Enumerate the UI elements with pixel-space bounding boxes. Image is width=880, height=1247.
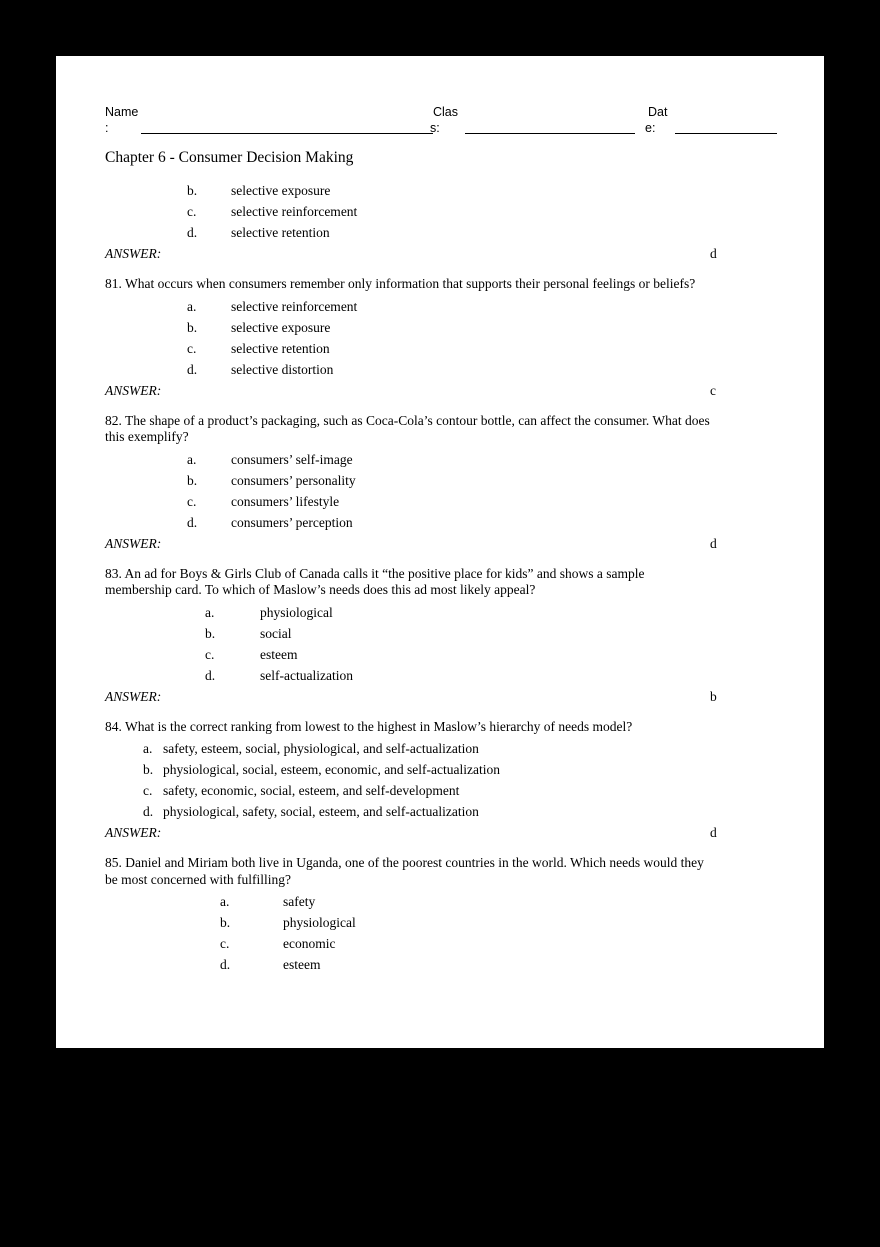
document-page [56,56,824,1048]
answer-row [105,822,777,843]
option-row [105,449,777,470]
option-letter: c. [187,204,197,219]
option-text: selective reinforcement [231,204,358,219]
option-text: physiological [260,604,333,620]
option-letter: d. [187,225,198,240]
option-text: consumers’ lifestyle [231,493,340,509]
option-row [105,912,777,933]
option-text: safety, esteem, social, physiological, and self-actualization [163,741,479,756]
question-text [105,276,777,293]
option-letter: d. [220,957,231,972]
option-row [105,470,777,491]
question-block-85 [105,855,777,975]
option-letter: c. [187,493,197,509]
option-row [105,317,777,338]
option-letter: a. [220,894,230,909]
question-block-83 [105,566,777,707]
option-text: physiological, safety, social, esteem, and self-actualization [163,804,479,819]
class-label: Clas [433,105,459,119]
option-text: selective exposure [231,319,331,335]
answer-row [105,243,777,264]
option-letter: b. [187,319,198,335]
option-text: consumers’ self-image [231,451,353,467]
option-row [105,780,777,801]
option-letter: b. [187,183,198,198]
option-row [105,512,777,533]
class-blank-line [465,133,635,134]
question-block-81 [105,276,777,401]
option-letter: c. [187,340,197,356]
answer-row [105,686,777,707]
answer-label: ANSWER: [105,535,162,551]
option-row [105,296,777,317]
option-letter: c. [143,783,153,798]
option-text: physiological, social, esteem, economic, and self-actualization [163,762,501,777]
option-row [105,338,777,359]
option-row [105,665,777,686]
question-line: 83. An ad for Boys & Girls Club of Canada calls it “the positive place for kids” and shows a sample [105,565,645,581]
date-blank-line [675,133,777,134]
answer-value: d [710,535,717,551]
option-text: physiological [283,915,356,930]
answer-value: c [710,382,716,398]
option-letter: d. [187,514,198,530]
question-text [105,566,777,599]
date-label: Dat [648,105,668,119]
option-letter: d. [143,804,154,819]
option-text: safety [283,894,316,909]
option-text: consumers’ perception [231,514,353,530]
option-text: selective reinforcement [231,298,358,314]
option-text: social [260,625,292,641]
option-letter: c. [220,936,230,951]
option-row [105,359,777,380]
option-letter: a. [205,604,215,620]
option-letter: b. [187,472,198,488]
option-row [105,738,777,759]
option-row [105,602,777,623]
class-label-colon: s: [430,121,440,135]
name-label: Name [105,105,139,119]
answer-label: ANSWER: [105,246,162,261]
option-text: safety, economic, social, esteem, and self-development [163,783,460,798]
date-label-colon: e: [645,121,656,135]
option-letter: a. [187,451,197,467]
option-letter: b. [205,625,216,641]
answer-row [105,380,777,401]
question-line: be most concerned with fulfilling? [105,871,291,887]
option-text: selective retention [231,225,330,240]
option-row [105,954,777,975]
question-block-84 [105,719,777,844]
option-letter: a. [187,298,197,314]
option-text: esteem [260,646,298,662]
option-row [105,201,777,222]
question-block-82 [105,413,777,554]
option-text: selective distortion [231,361,334,377]
answer-value: d [710,825,717,840]
question-line: 85. Daniel and Miriam both live in Uganda, one of the poorest countries in the world. Which needs would they [105,855,704,870]
answer-row [105,533,777,554]
option-letter: b. [143,762,154,777]
question-text [105,855,777,888]
option-row [105,491,777,512]
question-text [105,719,777,736]
question-line: membership card. To which of Maslow’s needs does this ad most likely appeal? [105,582,536,597]
option-letter: c. [205,646,215,662]
question-block-80 [105,180,777,264]
option-row [105,180,777,201]
question-text [105,413,777,446]
option-row [105,801,777,822]
option-row [105,891,777,912]
option-text: economic [283,936,336,951]
question-line: 82. The shape of a product’s packaging, such as Coca-Cola’s contour bottle, can affect the consumer. What does [105,412,710,428]
name-label-colon: : [105,121,109,135]
answer-label: ANSWER: [105,382,162,398]
question-line: 81. What occurs when consumers remember only information that supports their personal feelings or beliefs? [105,276,696,291]
option-text: consumers’ personality [231,472,356,488]
form-header [105,104,777,134]
answer-label: ANSWER: [105,825,162,840]
option-text: self-actualization [260,667,353,683]
option-row [105,759,777,780]
answer-value: b [710,688,717,704]
option-letter: d. [187,361,198,377]
option-row [105,222,777,243]
option-row [105,933,777,954]
answer-value: d [710,246,717,261]
question-line: this exemplify? [105,429,189,444]
page-title: Chapter 6 - Consumer Decision Making [105,149,354,166]
question-line: 84. What is the correct ranking from lowest to the highest in Maslow’s hierarchy of needs model? [105,718,633,734]
option-row [105,623,777,644]
option-letter: d. [205,667,216,683]
option-text: selective exposure [231,183,331,198]
option-letter: a. [143,741,153,756]
answer-label: ANSWER: [105,688,162,704]
option-text: selective retention [231,340,330,356]
name-blank-line [141,133,433,134]
option-row [105,644,777,665]
option-text: esteem [283,957,321,972]
option-letter: b. [220,915,231,930]
